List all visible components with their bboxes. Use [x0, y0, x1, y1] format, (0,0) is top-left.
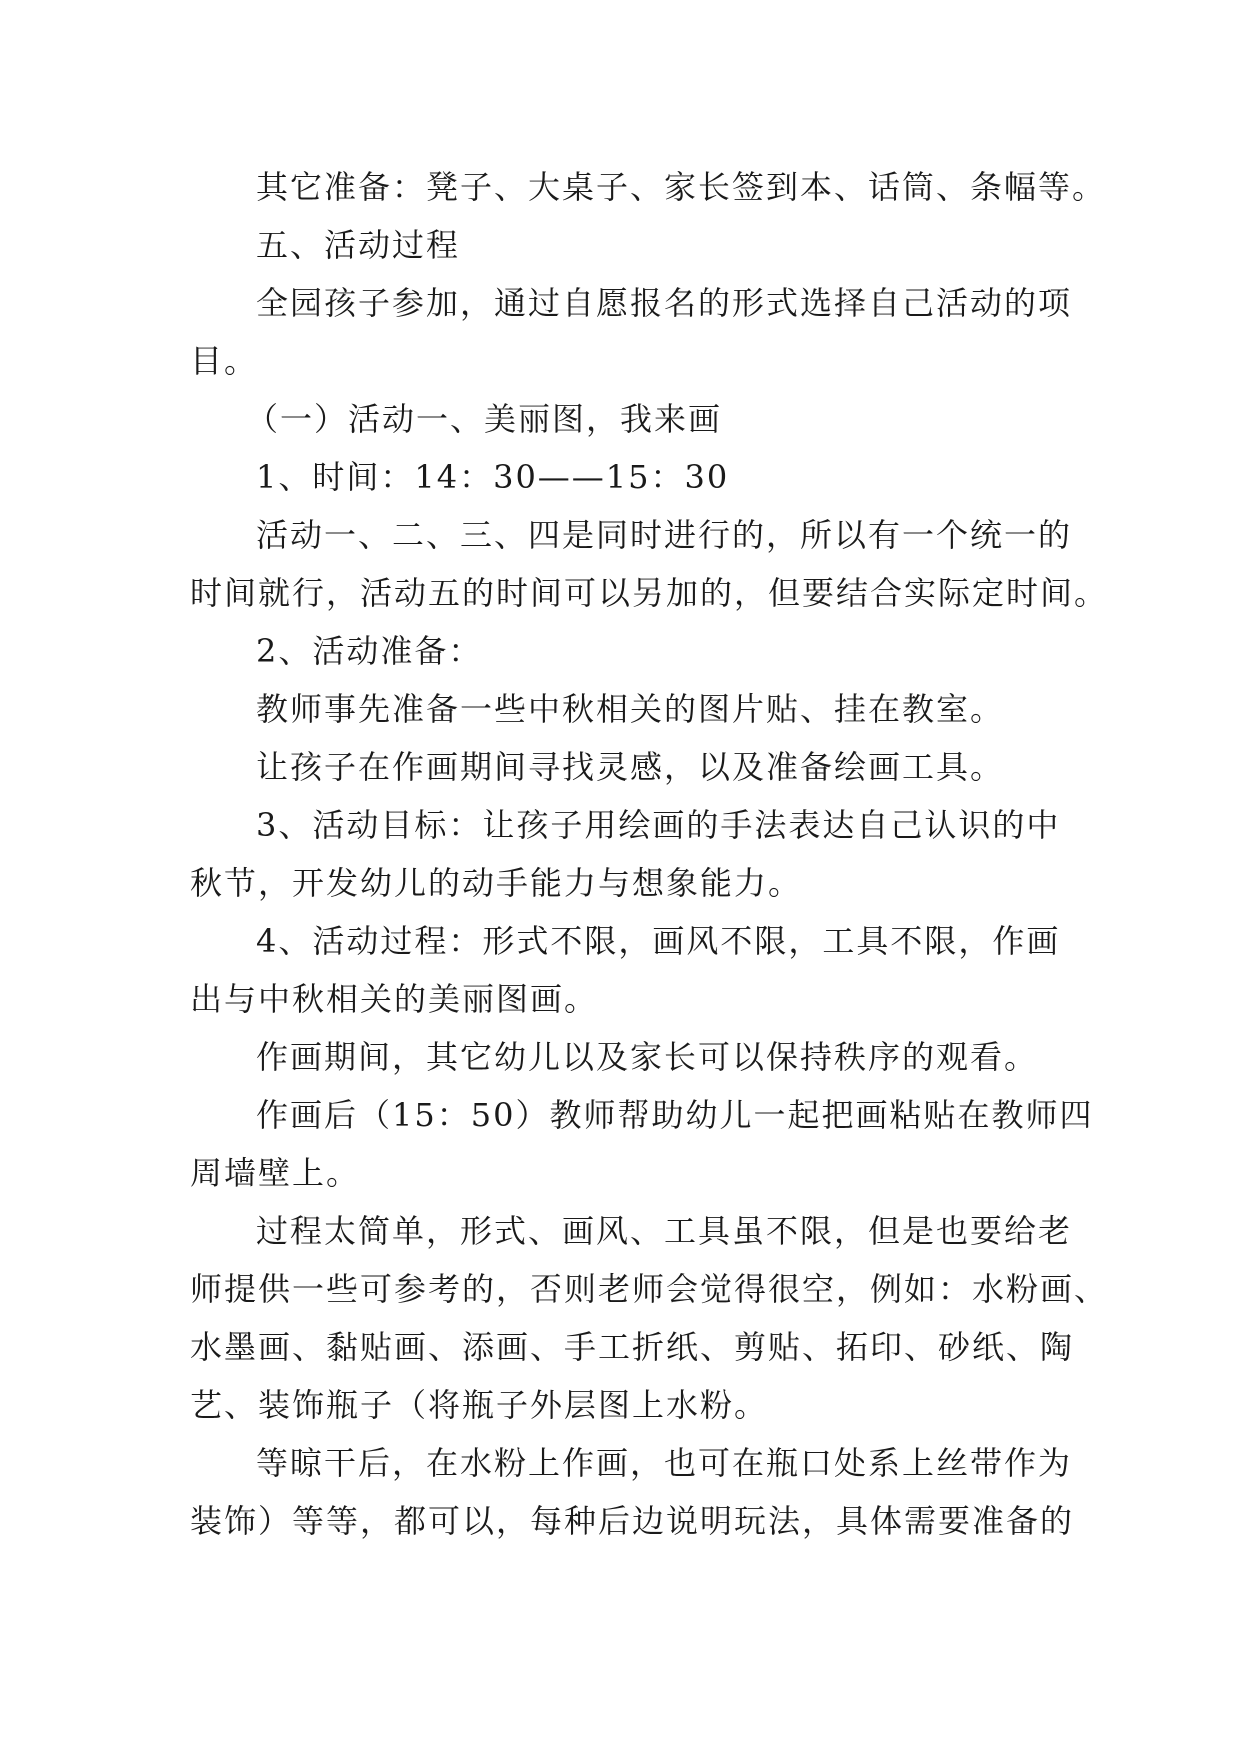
- paragraph-line: 4、活动过程：形式不限，画风不限，工具不限，作画: [256, 922, 1061, 960]
- paragraph-line: 目。: [190, 342, 259, 380]
- paragraph-line: 教师事先准备一些中秋相关的图片贴、挂在教室。: [256, 690, 1005, 728]
- paragraph-line: 师提供一些可参考的，否则老师会觉得很空，例如：水粉画、: [190, 1270, 1109, 1308]
- subsection-heading: （一）活动一、美丽图，我来画: [246, 400, 723, 438]
- paragraph-line: 过程太简单，形式、画风、工具虽不限，但是也要给老: [256, 1212, 1073, 1250]
- paragraph-line: 等晾干后，在水粉上作画，也可在瓶口处系上丝带作为: [256, 1444, 1073, 1482]
- paragraph-line: 作画期间，其它幼儿以及家长可以保持秩序的观看。: [256, 1038, 1039, 1076]
- paragraph-line: 3、活动目标：让孩子用绘画的手法表达自己认识的中: [256, 806, 1061, 844]
- paragraph-line: 其它准备：凳子、大桌子、家长签到本、话筒、条幅等。: [256, 168, 1107, 206]
- paragraph-line: 活动一、二、三、四是同时进行的，所以有一个统一的: [256, 516, 1073, 554]
- paragraph-line: 水墨画、黏贴画、添画、手工折纸、剪贴、拓印、砂纸、陶: [190, 1328, 1075, 1366]
- paragraph-line: 作画后（15：50）教师帮助幼儿一起把画粘贴在教师四: [256, 1096, 1094, 1134]
- paragraph-line: 装饰）等等，都可以，每种后边说明玩法，具体需要准备的: [190, 1502, 1075, 1540]
- paragraph-line: 2、活动准备：: [256, 632, 483, 670]
- paragraph-line: 出与中秋相关的美丽图画。: [190, 980, 599, 1018]
- document-body: [190, 158, 1109, 1550]
- paragraph-line: 周墙壁上。: [190, 1154, 361, 1192]
- paragraph-line: 时间就行，活动五的时间可以另加的，但要结合实际定时间。: [190, 574, 1109, 612]
- paragraph-line: 全园孩子参加，通过自愿报名的形式选择自己活动的项: [256, 284, 1073, 322]
- paragraph-line: 艺、装饰瓶子（将瓶子外层图上水粉。: [190, 1386, 769, 1424]
- paragraph-line: 1、时间：14：30——15：30: [256, 458, 730, 496]
- section-heading: 五、活动过程: [256, 226, 461, 264]
- paragraph-line: 让孩子在作画期间寻找灵感，以及准备绘画工具。: [256, 748, 1005, 786]
- paragraph-line: 秋节，开发幼儿的动手能力与想象能力。: [190, 864, 803, 902]
